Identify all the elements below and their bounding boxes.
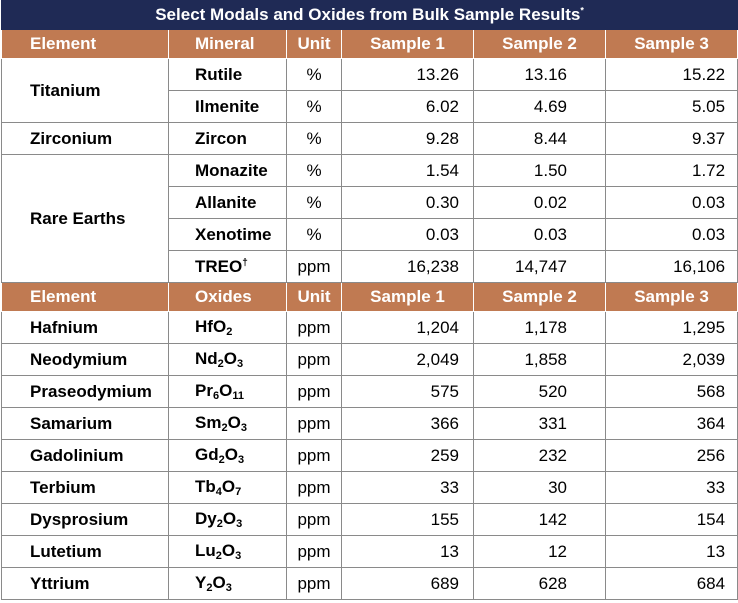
mineral-cell [169, 59, 287, 91]
sample-2-cell: 0.03 [474, 219, 606, 251]
sample-3-cell: 13 [606, 536, 738, 568]
formula-symbol: O [212, 317, 227, 336]
formula-symbol: O [219, 381, 233, 400]
oxide-formula-cell [169, 440, 287, 472]
element-cell: Neodymium [2, 344, 169, 376]
header-element: Element [2, 283, 169, 312]
oxide-formula-cell [169, 344, 287, 376]
unit-cell: ppm [287, 408, 342, 440]
sample-1-cell: 575 [342, 376, 474, 408]
unit-cell: % [287, 155, 342, 187]
unit-cell: ppm [287, 568, 342, 600]
element-cell: Rare Earths [2, 155, 169, 283]
mineral-cell [169, 123, 287, 155]
formula-subscript: 3 [235, 550, 242, 562]
results-table [1, 0, 738, 600]
sample-1-cell: 259 [342, 440, 474, 472]
header-element: Element [2, 30, 169, 59]
sample-1-cell: 13 [342, 536, 474, 568]
formula-symbol: Tb [195, 477, 216, 496]
sample-2-cell: 12 [474, 536, 606, 568]
formula-symbol: O [212, 573, 226, 592]
mineral-cell [169, 219, 287, 251]
unit-cell: % [287, 59, 342, 91]
mineral-footnote-mark: † [242, 256, 248, 268]
formula-subscript: 3 [237, 454, 245, 466]
table-row [2, 59, 738, 91]
oxide-formula-cell [169, 312, 287, 344]
table-title [2, 1, 738, 30]
sample-2-cell: 1,858 [474, 344, 606, 376]
unit-cell: % [287, 187, 342, 219]
sample-3-cell: 0.03 [606, 219, 738, 251]
header-sample-2: Sample 2 [474, 283, 606, 312]
sample-1-cell: 366 [342, 408, 474, 440]
formula-symbol: Sm [195, 413, 222, 432]
table-row [2, 504, 738, 536]
header-oxides: Oxides [169, 283, 287, 312]
sample-2-cell: 13.16 [474, 59, 606, 91]
formula-symbol: O [227, 413, 241, 432]
sample-3-cell: 568 [606, 376, 738, 408]
element-cell: Praseodymium [2, 376, 169, 408]
table-row [2, 536, 738, 568]
sample-3-cell: 15.22 [606, 59, 738, 91]
table-row [2, 568, 738, 600]
sample-1-cell: 0.30 [342, 187, 474, 219]
element-cell: Titanium [2, 59, 169, 123]
title-footnote-mark: * [580, 5, 584, 16]
oxides-header-row [2, 283, 738, 312]
sample-2-cell: 232 [474, 440, 606, 472]
unit-cell: ppm [287, 376, 342, 408]
element-cell: Hafnium [2, 312, 169, 344]
sample-1-cell: 2,049 [342, 344, 474, 376]
unit-cell: ppm [287, 504, 342, 536]
header-sample-1: Sample 1 [342, 283, 474, 312]
table-row [2, 344, 738, 376]
sample-3-cell: 1,295 [606, 312, 738, 344]
formula-subscript: 2 [216, 518, 223, 530]
sample-1-cell: 13.26 [342, 59, 474, 91]
mineral-name: TREO [195, 256, 243, 276]
unit-cell: % [287, 123, 342, 155]
oxide-formula-cell [169, 376, 287, 408]
sample-1-cell: 9.28 [342, 123, 474, 155]
sample-1-cell: 1,204 [342, 312, 474, 344]
table-row [2, 312, 738, 344]
sample-3-cell: 364 [606, 408, 738, 440]
element-cell: Gadolinium [2, 440, 169, 472]
unit-cell: % [287, 219, 342, 251]
formula-subscript: 3 [236, 518, 243, 530]
sample-2-cell: 142 [474, 504, 606, 536]
formula-symbol: O [222, 509, 237, 528]
sample-3-cell: 0.03 [606, 187, 738, 219]
mineral-name: Allanite [195, 192, 257, 212]
table-row [2, 123, 738, 155]
sample-2-cell: 1.50 [474, 155, 606, 187]
formula-subscript: 3 [225, 582, 232, 594]
formula-symbol: Pr [195, 381, 213, 400]
sample-2-cell: 4.69 [474, 91, 606, 123]
formula-symbol: Dy [195, 509, 217, 528]
header-sample-1: Sample 1 [342, 30, 474, 59]
oxide-formula-cell [169, 472, 287, 504]
unit-cell: ppm [287, 536, 342, 568]
formula-symbol: Nd [195, 349, 218, 368]
unit-cell: ppm [287, 440, 342, 472]
element-cell: Yttrium [2, 568, 169, 600]
header-sample-3: Sample 3 [606, 30, 738, 59]
sample-3-cell: 256 [606, 440, 738, 472]
formula-symbol: O [221, 541, 236, 560]
sample-1-cell: 16,238 [342, 251, 474, 283]
element-cell: Dysprosium [2, 504, 169, 536]
unit-cell: % [287, 91, 342, 123]
sample-1-cell: 33 [342, 472, 474, 504]
header-sample-2: Sample 2 [474, 30, 606, 59]
mineral-name: Ilmenite [195, 96, 260, 116]
header-mineral: Mineral [169, 30, 287, 59]
mineral-name: Xenotime [195, 224, 272, 244]
sample-1-cell: 0.03 [342, 219, 474, 251]
title-row [2, 1, 738, 30]
formula-subscript: 2 [221, 422, 228, 434]
header-sample-3: Sample 3 [606, 283, 738, 312]
formula-symbol: O [224, 445, 238, 464]
sample-2-cell: 0.02 [474, 187, 606, 219]
sample-3-cell: 2,039 [606, 344, 738, 376]
table-row [2, 440, 738, 472]
unit-cell: ppm [287, 344, 342, 376]
sample-3-cell: 154 [606, 504, 738, 536]
header-unit: Unit [287, 283, 342, 312]
oxides-section [2, 312, 738, 600]
sample-1-cell: 155 [342, 504, 474, 536]
mineral-name: Monazite [195, 160, 268, 180]
formula-symbol: Hf [195, 317, 213, 336]
mineral-cell [169, 155, 287, 187]
sample-1-cell: 6.02 [342, 91, 474, 123]
oxide-formula-cell [169, 568, 287, 600]
sample-3-cell: 16,106 [606, 251, 738, 283]
sample-3-cell: 684 [606, 568, 738, 600]
sample-2-cell: 520 [474, 376, 606, 408]
header-unit: Unit [287, 30, 342, 59]
sample-3-cell: 5.05 [606, 91, 738, 123]
formula-subscript: 2 [226, 326, 233, 338]
unit-cell: ppm [287, 472, 342, 504]
unit-cell: ppm [287, 251, 342, 283]
formula-symbol: Gd [195, 445, 219, 464]
table-row [2, 408, 738, 440]
sample-1-cell: 1.54 [342, 155, 474, 187]
formula-subscript: 11 [232, 390, 244, 402]
oxide-formula-cell [169, 536, 287, 568]
table-row [2, 155, 738, 187]
formula-subscript: 2 [206, 582, 213, 594]
formula-subscript: 2 [218, 454, 225, 466]
formula-subscript: 2 [215, 550, 222, 562]
sample-3-cell: 33 [606, 472, 738, 504]
mineral-cell [169, 187, 287, 219]
formula-subscript: 3 [237, 358, 244, 370]
table-row [2, 376, 738, 408]
oxide-formula-cell [169, 504, 287, 536]
title-text: Select Modals and Oxides from Bulk Sample Results [155, 5, 581, 24]
element-cell: Samarium [2, 408, 169, 440]
formula-subscript: 3 [240, 422, 247, 434]
element-cell: Terbium [2, 472, 169, 504]
sample-2-cell: 1,178 [474, 312, 606, 344]
sample-2-cell: 30 [474, 472, 606, 504]
mineral-name: Rutile [195, 64, 243, 84]
modals-section [2, 59, 738, 283]
formula-symbol: Y [195, 573, 207, 592]
formula-subscript: 6 [212, 390, 220, 402]
formula-symbol: O [221, 477, 236, 496]
sample-1-cell: 689 [342, 568, 474, 600]
modals-header-row [2, 30, 738, 59]
sample-2-cell: 14,747 [474, 251, 606, 283]
mineral-cell [169, 91, 287, 123]
table-row [2, 472, 738, 504]
oxide-formula-cell [169, 408, 287, 440]
sample-2-cell: 628 [474, 568, 606, 600]
element-cell: Zirconium [2, 123, 169, 155]
sample-3-cell: 1.72 [606, 155, 738, 187]
sample-2-cell: 331 [474, 408, 606, 440]
unit-cell: ppm [287, 312, 342, 344]
sample-3-cell: 9.37 [606, 123, 738, 155]
mineral-cell [169, 251, 287, 283]
formula-subscript: 4 [215, 486, 222, 498]
mineral-name: Zircon [195, 128, 247, 148]
formula-symbol: Lu [195, 541, 216, 560]
element-cell: Lutetium [2, 536, 169, 568]
formula-subscript: 2 [217, 358, 224, 370]
formula-symbol: O [223, 349, 238, 368]
formula-subscript: 7 [235, 486, 242, 498]
sample-2-cell: 8.44 [474, 123, 606, 155]
